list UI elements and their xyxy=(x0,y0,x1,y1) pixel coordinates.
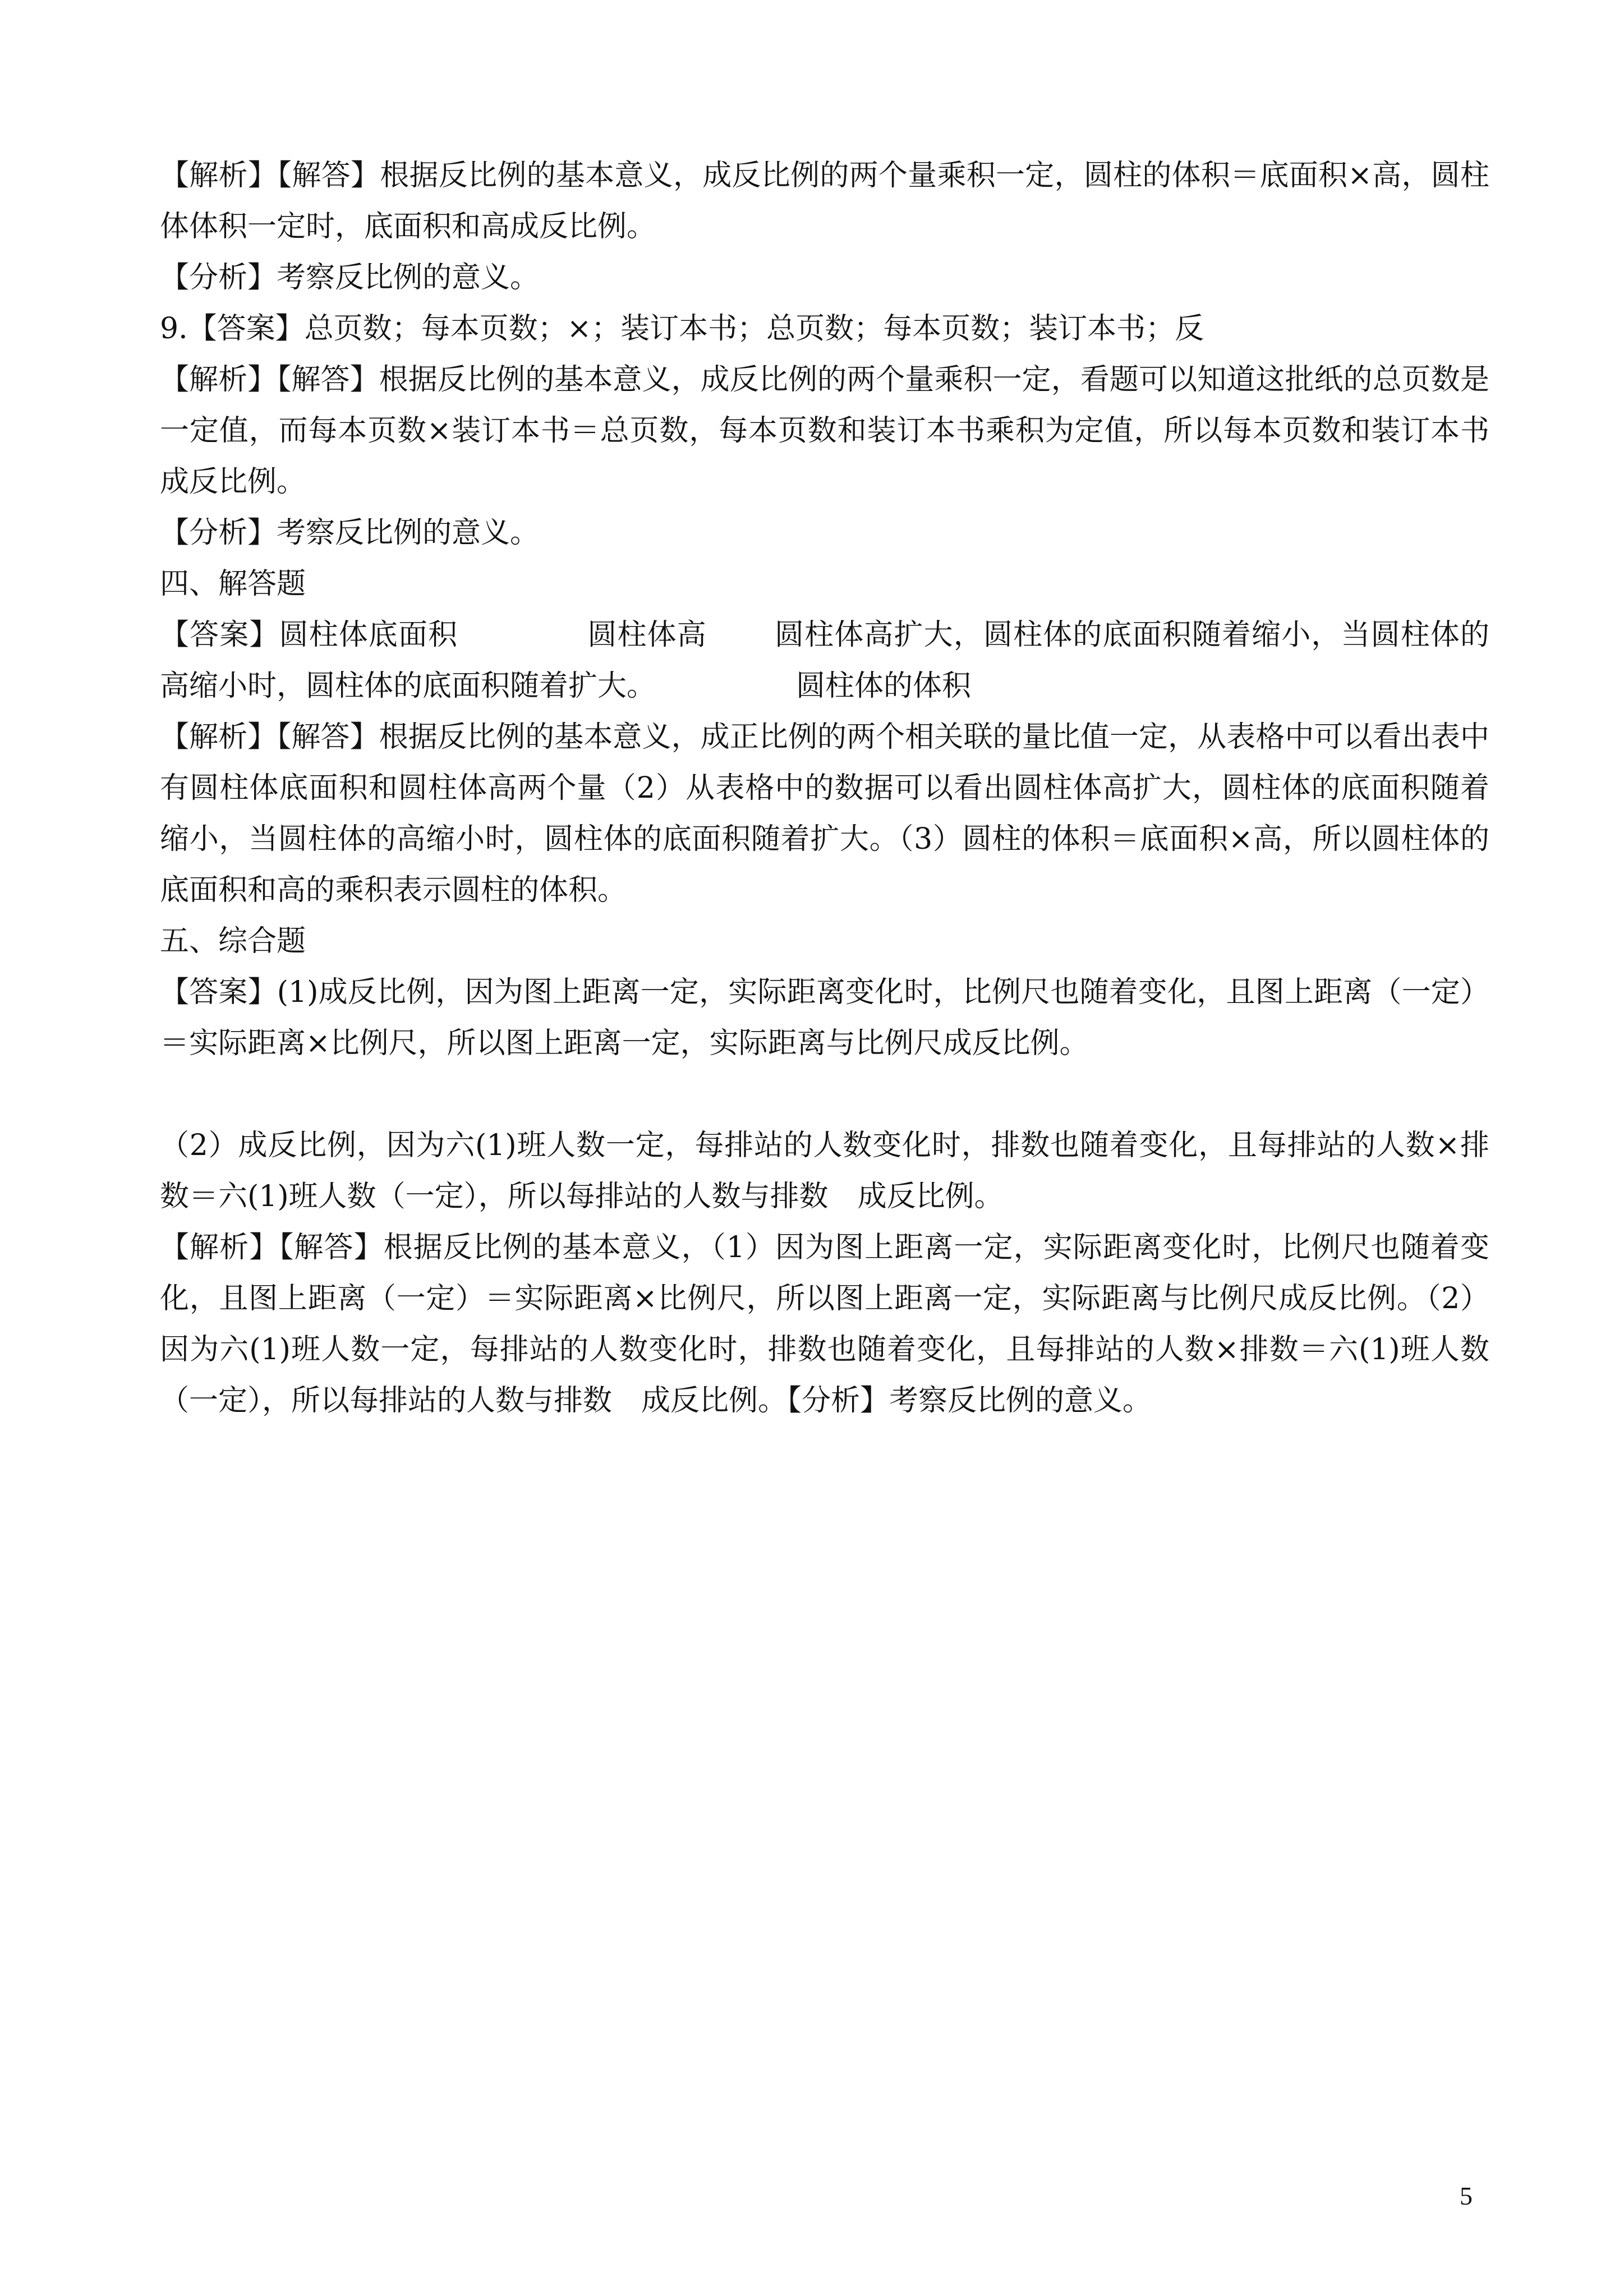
answer-section-4 xyxy=(160,610,1489,712)
answer-4-part-1: 【答案】圆柱体底面积 xyxy=(160,618,458,652)
answer-4-part-2: 圆柱体高 xyxy=(587,618,707,652)
answer-4-part-3: 圆柱体高扩大，圆柱体的底面积随着缩小，当圆柱体的高缩小时，圆柱体的底面积随着扩大。 xyxy=(160,618,1489,703)
answer-4-part-4: 圆柱体的体积 xyxy=(796,669,972,703)
section-heading-4: 四、解答题 xyxy=(160,567,306,601)
page-number: 5 xyxy=(1460,2182,1473,2210)
section-heading-5: 五、综合题 xyxy=(160,924,306,958)
analysis-note-8: 【分析】考察反比例的意义。 xyxy=(160,261,540,295)
analysis-paragraph-8: 【解析】【解答】根据反比例的基本意义，成反比例的两个量乘积一定，圆柱的体积＝底面积×高，圆柱体体积一定时，底面积和高成反比例。 xyxy=(160,159,1489,243)
answer-section-5-part-1: 【答案】(1)成反比例，因为图上距离一定，实际距离变化时，比例尺也随着变化，且图上距离（一定）＝实际距离×比例尺，所以图上距离一定，实际距离与比例尺成反比例。 xyxy=(160,976,1489,1060)
document-body xyxy=(160,150,1489,1427)
analysis-section-4: 【解析】【解答】根据反比例的基本意义，成正比例的两个相关联的量比值一定，从表格中可以看出表中有圆柱体底面积和圆柱体高两个量（2）从表格中的数据可以看出圆柱体高扩大，圆柱体的底面积随着缩小，当圆柱体的高缩小时，圆柱体的底面积随着扩大。（3）圆柱的体积＝底面积×高，所以圆柱体的底面积和高的乘积表示圆柱的体积。 xyxy=(160,720,1489,907)
analysis-paragraph-9: 【解析】【解答】根据反比例的基本意义，成反比例的两个量乘积一定，看题可以知道这批纸的总页数是一定值，而每本页数×装订本书＝总页数，每本页数和装订本书乘积为定值，所以每本页数和装订本书成反比例。 xyxy=(160,363,1489,499)
analysis-section-5: 【解析】【解答】根据反比例的基本意义，（1）因为图上距离一定，实际距离变化时，比例尺也随着变化，且图上距离（一定）＝实际距离×比例尺，所以图上距离一定，实际距离与比例尺成反比例。（2）因为六(1)班人数一定，每排站的人数变化时，排数也随着变化，且每排站的人数×排数＝六(1)班人数（一定），所以每排站的人数与排数 成反比例。【分析】考察反比例的意义。 xyxy=(160,1231,1490,1418)
answer-section-5-part-2: （2）成反比例，因为六(1)班人数一定，每排站的人数变化时，排数也随着变化，且每排站的人数×排数＝六(1)班人数（一定），所以每排站的人数与排数 成反比例。 xyxy=(160,1129,1489,1213)
answer-9: 9.【答案】总页数；每本页数；×；装订本书；总页数；每本页数；装订本书；反 xyxy=(160,312,1204,346)
analysis-note-9: 【分析】考察反比例的意义。 xyxy=(160,516,540,550)
